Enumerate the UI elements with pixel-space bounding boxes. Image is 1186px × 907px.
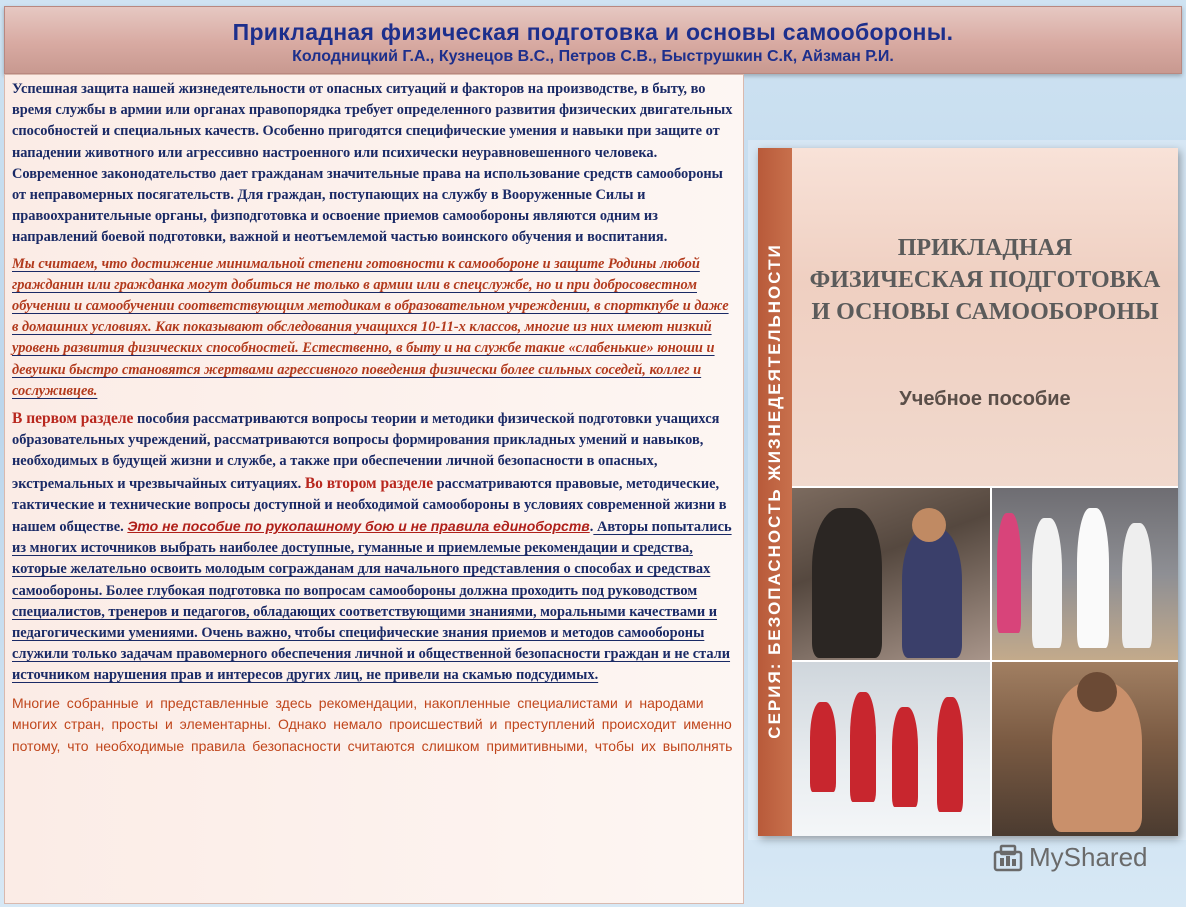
paragraph-conclusion: Многие собранные и представленные здесь рекомендации, накопленные специалистами и народами многих стран, просты и элементарны. Однако немало происшествий и преступлений происходит именно потому, что необходимые правила безопасности считаются слишком примитивными, чтобы их выполнять — [12, 694, 733, 754]
cover-photo-climbing — [992, 662, 1178, 836]
cover-photo-martial-arts — [992, 488, 1178, 660]
paragraph-sections — [12, 408, 735, 687]
authors-note-text: Авторы попытались из многих источников выбрать наиболее доступные, гуманные и приемлемые рекомендации и средства, которые желательно освоить молодым согражданам для начального представления о способах и средствах самообороны. Более глубокая подготовка по вопросам самообороны должна проходить под руководством специалистов, тренеров и педагогов, обладающих соответствующими знаниями, моральными качествами и педагогическими умениями. Очень важно, чтобы специфические знания приемов и методов самообороны служили только задачам правомерного обеспечения личной и общественной безопасности граждан и не стали источником нарушения прав и интересов других лиц, не привели на скамью подсудимых. — [12, 519, 732, 684]
paragraph-intro: Успешная защита нашей жизнедеятельности от опасных ситуаций и факторов на производстве, в быту, во время службы в армии или органах правопорядка требует определенного развития физических двигательных способностей и специальных качеств. Особенно пригодятся специфические умения и навыки при защите от нападении животного или агрессивно настроенного или психически неуравновешенного человека. Современное законодательство дает гражданам значительные права на использование средств самообороны от неправомерных посягательств. Для граждан, поступающих на службу в Вооруженные Силы и правоохранительные органы, физподготовка и освоение приемов самообороны являются одним из направлений боевой подготовки, важной и неотъемлемой частью воинского обучения и воспитания. — [12, 81, 733, 246]
slide-authors: Колодницкий Г.А., Кузнецов В.С., Петров С.В., Быструшкин С.К, Айзман Р.И. — [292, 48, 894, 65]
myshared-logo-icon — [993, 844, 1023, 872]
section-two-text: рассматриваются правовые, методические, тактические и технические вопросы доступной и необходимой самообороны в условиях современной жизни в нашем обществе. — [12, 475, 727, 536]
section-one-text: пособия рассматриваются вопросы теории и методики физической подготовки учащихся образовательных учреждений, рассматриваются вопросы формирования прикладных умений и навыков, необходимых в будущей жизни и службе, а также при обеспечении личной безопасности в опасных, экстремальных и чрезвычайных ситуациях. — [12, 411, 720, 492]
paragraph-opinion: Мы считаем, что достижение минимальной степени готовности к самообороне и защите Родины любой гражданин или гражданка могут добиться не только в армии или в спецслужбе, но и при добросовестном обучении и самообучении соответствующим методикам в образовательном учреждении, в спорткпубе и даже в домашних условиях. Как показывают обследования учащихся 10-11-х классов, многие из них имеют низкий уровень развития физических способностей. Естественно, в быту и на службе такие «слабенькие» юноши и девушки быстро становятся жертвами агрессивного поведения физически более сильных соседей, коллег и сослуживцев. — [12, 255, 729, 399]
book-series-label: СЕРИЯ: БЕЗОПАСНОСТЬ ЖИЗНЕДЕЯТЕЛЬНОСТИ — [765, 243, 784, 739]
cover-photo-skiers — [792, 662, 990, 836]
text-panel — [4, 74, 744, 904]
section-two-heading: Во втором разделе — [304, 474, 434, 492]
watermark — [993, 840, 1153, 880]
book-spine — [758, 148, 792, 836]
cover-title — [792, 232, 1178, 328]
cover-title-line-1: ПРИКЛАДНАЯ — [897, 235, 1073, 261]
cover-title-line-3: И ОСНОВЫ САМООБОРОНЫ — [811, 299, 1159, 325]
cover-title-line-2: ФИЗИЧЕСКАЯ ПОДГОТОВКА — [809, 267, 1161, 293]
slide-header — [4, 6, 1182, 74]
disclaimer-text: Это не пособие по рукопашному бою и не правила единоборств — [127, 518, 590, 535]
cover-photo-self-defense — [792, 488, 990, 660]
disclaimer-dot: . — [589, 519, 594, 536]
slide-title: Прикладная физическая подготовка и основы самообороны. — [232, 19, 954, 45]
book-cover — [758, 148, 1178, 836]
cover-subtitle: Учебное пособие — [899, 388, 1071, 410]
cover-title-area — [792, 148, 1178, 486]
section-one-heading: В первом разделе — [12, 410, 134, 428]
watermark-text: MyShared — [1029, 842, 1148, 872]
